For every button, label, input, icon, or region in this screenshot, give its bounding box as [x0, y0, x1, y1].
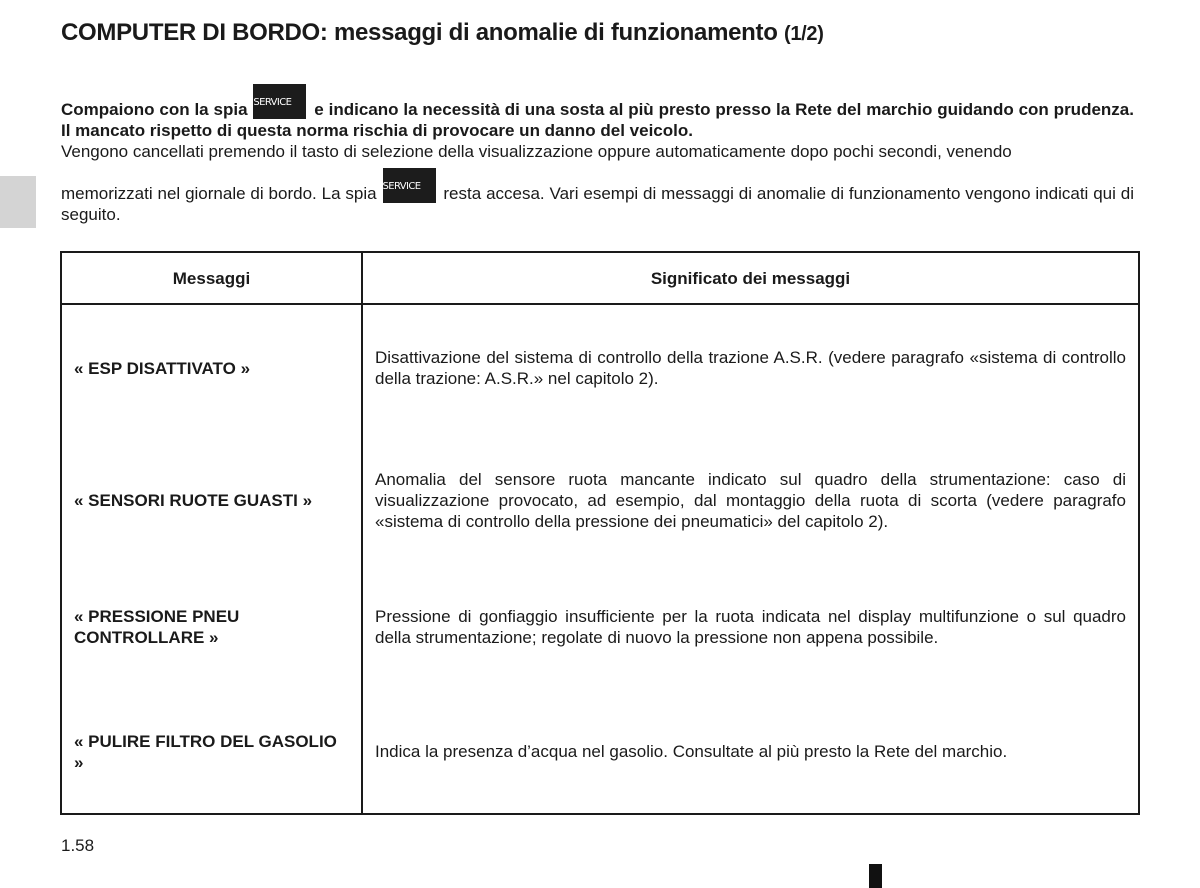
service-warning-icon [253, 84, 306, 119]
meaning-sensori-ruote-guasti: Anomalia del sensore ruota mancante indicato sul quadro della strumentazione: caso di visualizzazione provocato, ad esempio, dal montaggio della ruota di scorta (vedere paragrafo «sistema di controllo della pressione dei pneumatici» del capitolo 2). [375, 470, 1126, 531]
intro-normal-paragraph [61, 141, 1134, 162]
service-icon-label: SERVICE [382, 181, 421, 192]
intro-bold-paragraph [61, 84, 1134, 141]
table-header-row [61, 252, 1139, 304]
page-title [61, 19, 824, 47]
chapter-tab-marker [0, 176, 36, 228]
meaning-esp-disattivato: Disattivazione del sistema di controllo della trazione A.S.R. (vedere paragrafo «sistema di controllo della trazione: A.S.R.» nel capitolo 2). [375, 348, 1126, 388]
meaning-pulire-filtro: Indica la presenza d’acqua nel gasolio. Consultate al più presto la Rete del marchio. [375, 742, 1008, 761]
message-pressione-pneu: « PRESSIONE PNEU CONTROLLARE » [74, 607, 240, 647]
message-pulire-filtro: « PULIRE FILTRO DEL GASOLIO » [74, 732, 337, 772]
meaning-pressione-pneu: Pressione di gonfiaggio insufficiente per la ruota indicata nel display multifunzione o sul quadro della strumentazione; regolate di nuovo la pressione non appena possibile. [375, 607, 1126, 647]
page-title-text: COMPUTER DI BORDO: messaggi di anomalie di funzionamento [61, 19, 778, 46]
table-body-row [61, 304, 1139, 814]
page-edge-marker [869, 864, 882, 888]
intro-text [61, 84, 1134, 225]
service-warning-icon [383, 168, 436, 203]
intro-bold-before-icon: Compaiono con la spia [61, 100, 248, 119]
meaning-column [362, 304, 1139, 814]
intro-normal-after-icon: resta accesa. Vari esempi di messaggi di anomalie di funzionamento vengono indicati qui di seguito. [61, 184, 1134, 224]
service-icon-label: SERVICE [253, 97, 292, 108]
intro-normal-before-icon: memorizzati nel giornale di bordo. La spia [61, 184, 377, 203]
intro-normal-line1: Vengono cancellati premendo il tasto di selezione della visualizzazione oppure automaticamente dopo pochi secondi, venendo [61, 142, 1012, 161]
messages-table [60, 251, 1140, 815]
message-sensori-ruote-guasti: « SENSORI RUOTE GUASTI » [74, 491, 313, 510]
page-title-part: (1/2) [783, 23, 824, 45]
message-esp-disattivato: « ESP DISATTIVATO » [74, 359, 251, 378]
messages-column [61, 304, 362, 814]
header-messages: Messaggi [61, 252, 362, 304]
page-number: 1.58 [61, 836, 95, 855]
intro-bold-after-icon: e indicano la necessità di una sosta al più presto presso la Rete del marchio guidando con prudenza. Il mancato rispetto di questa norma rischia di provocare un danno del veicolo. [61, 100, 1134, 140]
intro-normal-paragraph-cont [61, 168, 1134, 225]
header-meaning: Significato dei messaggi [362, 252, 1139, 304]
